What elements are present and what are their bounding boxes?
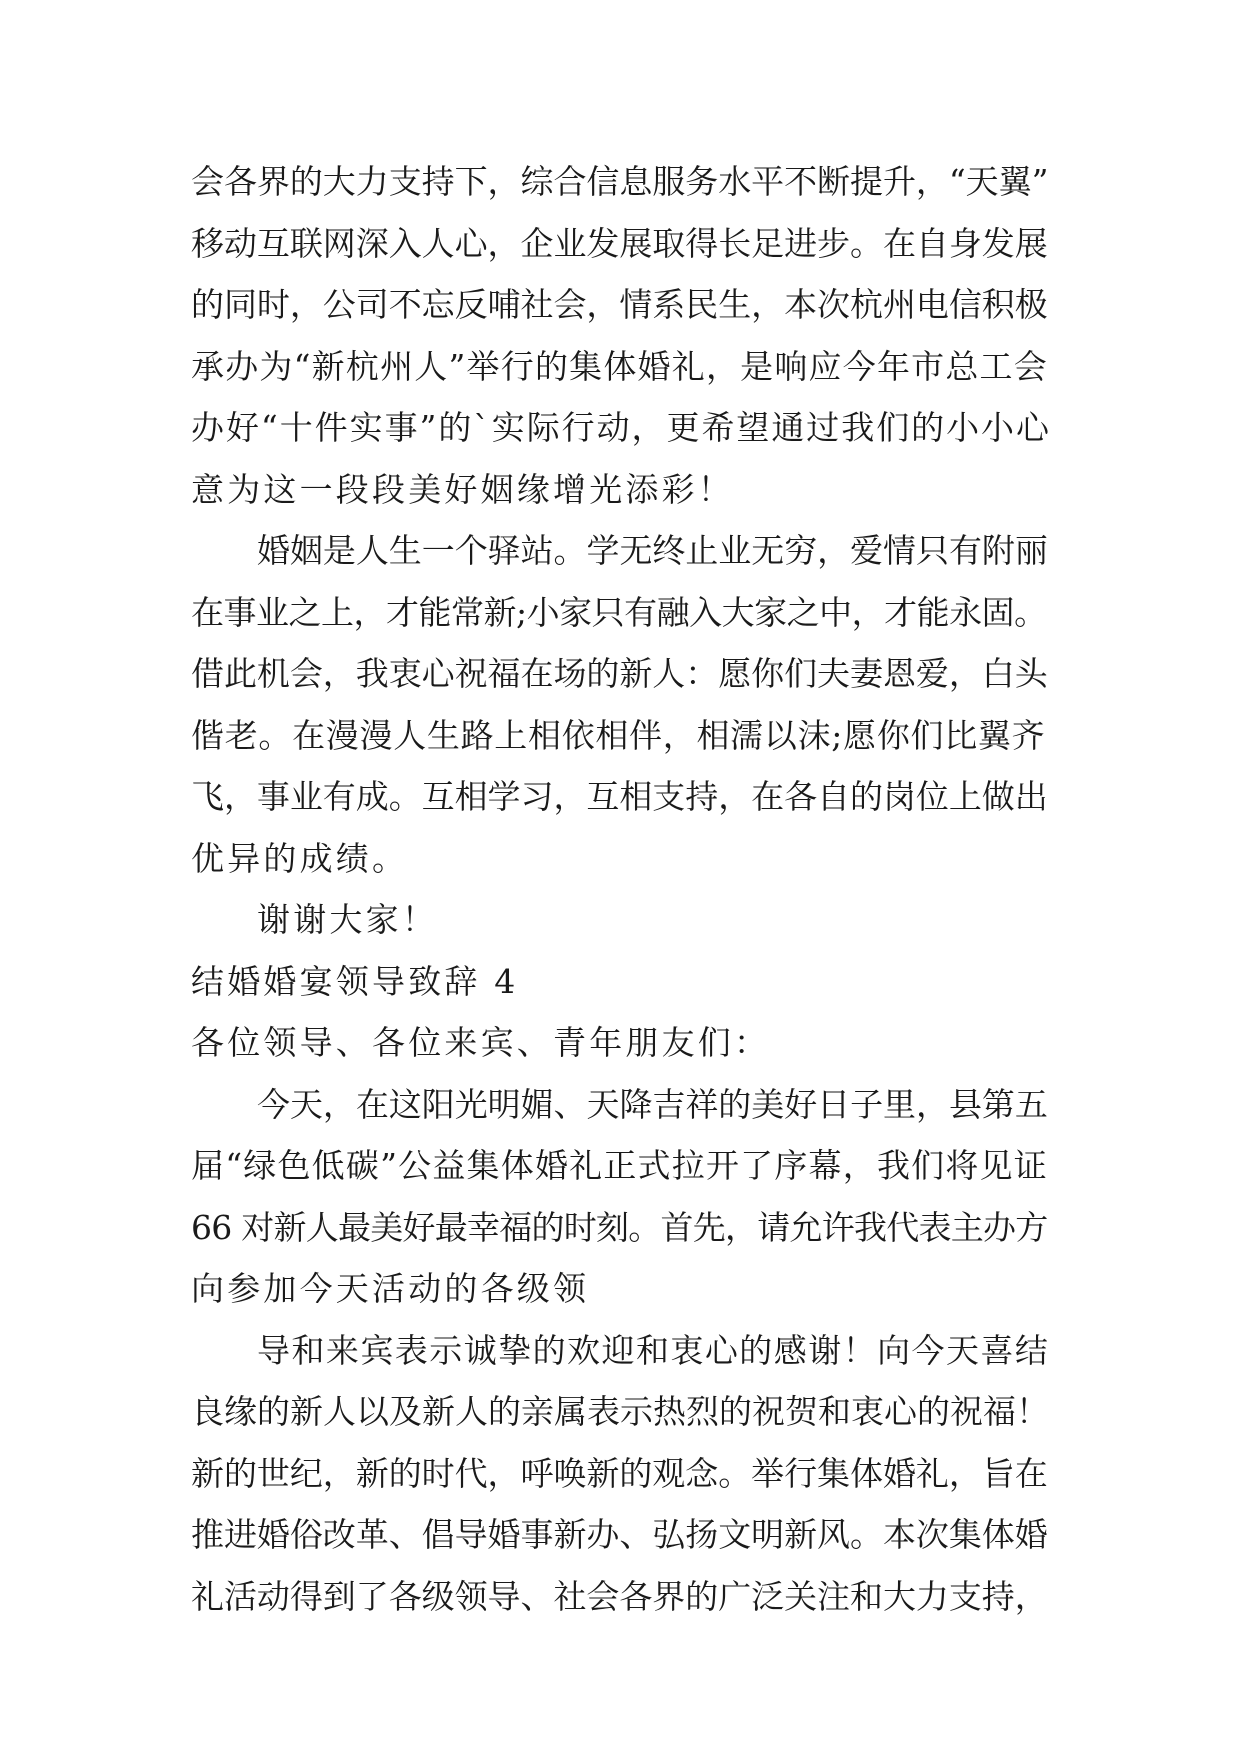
text-line: 飞，事业有成。互相学习，互相支持，在各自的岗位上做出 (191, 777, 1048, 816)
text-line: 良缘的新人以及新人的亲属表示热烈的祝贺和衷心的祝福！ (191, 1392, 1049, 1431)
text-line: 借此机会，我衷心祝福在场的新人：愿你们夫妻恩爱，白头 (191, 654, 1048, 693)
text-line: 的同时，公司不忘反哺社会，情系民生，本次杭州电信积极 (191, 285, 1048, 324)
paragraph-start-line: 婚姻是人生一个驿站。学无终止业无穷，爱情只有附丽 (257, 531, 1048, 570)
document-body (191, 151, 1051, 1627)
text-line: 优异的成绩。 (191, 838, 409, 878)
text-line: 偕老。在漫漫人生路上相依相伴，相濡以沫;愿你们比翼齐 (191, 715, 1046, 755)
text-line: 推进婚俗改革、倡导婚事新办、弘扬文明新风。本次集体婚 (191, 1515, 1048, 1554)
text-line: 66 对新人最美好最幸福的时刻。首先，请允许我代表主办方 (191, 1207, 1048, 1247)
text-line: 会各界的大力支持下，综合信息服务水平不断提升，“天翼” (191, 162, 1049, 201)
section-heading: 结婚婚宴领导致辞 4 (191, 961, 519, 1001)
text-line: 在事业之上，才能常新;小家只有融入大家之中，才能永固。 (191, 592, 1047, 632)
text-line: 意为这一段段美好姻缘增光添彩！ (191, 469, 734, 509)
text-line: 承办为“新杭州人”举行的集体婚礼，是响应今年市总工会 (191, 346, 1048, 386)
paragraph-start-line: 今天，在这阳光明媚、天降吉祥的美好日子里，县第五 (257, 1084, 1048, 1124)
text-line: 移动互联网深入人心，企业发展取得长足进步。在自身发展 (191, 223, 1048, 263)
text-line: 办好“十件实事”的`实际行动，更希望通过我们的小小心 (191, 408, 1051, 447)
salutation-line: 各位领导、各位来宾、青年朋友们： (191, 1023, 771, 1062)
text-line: 届“绿色低碳”公益集体婚礼正式拉开了序幕，我们将见证 (191, 1146, 1048, 1185)
closing-thanks-line: 谢谢大家！ (257, 900, 438, 939)
text-line: 向参加今天活动的各级领 (191, 1269, 590, 1308)
paragraph-start-line: 导和来宾表示诚挚的欢迎和衷心的感谢！向今天喜结 (257, 1330, 1050, 1370)
text-line: 新的世纪，新的时代，呼唤新的观念。举行集体婚礼，旨在 (191, 1453, 1048, 1493)
text-line: 礼活动得到了各级领导、社会各界的广泛关注和大力支持， (191, 1576, 1048, 1616)
